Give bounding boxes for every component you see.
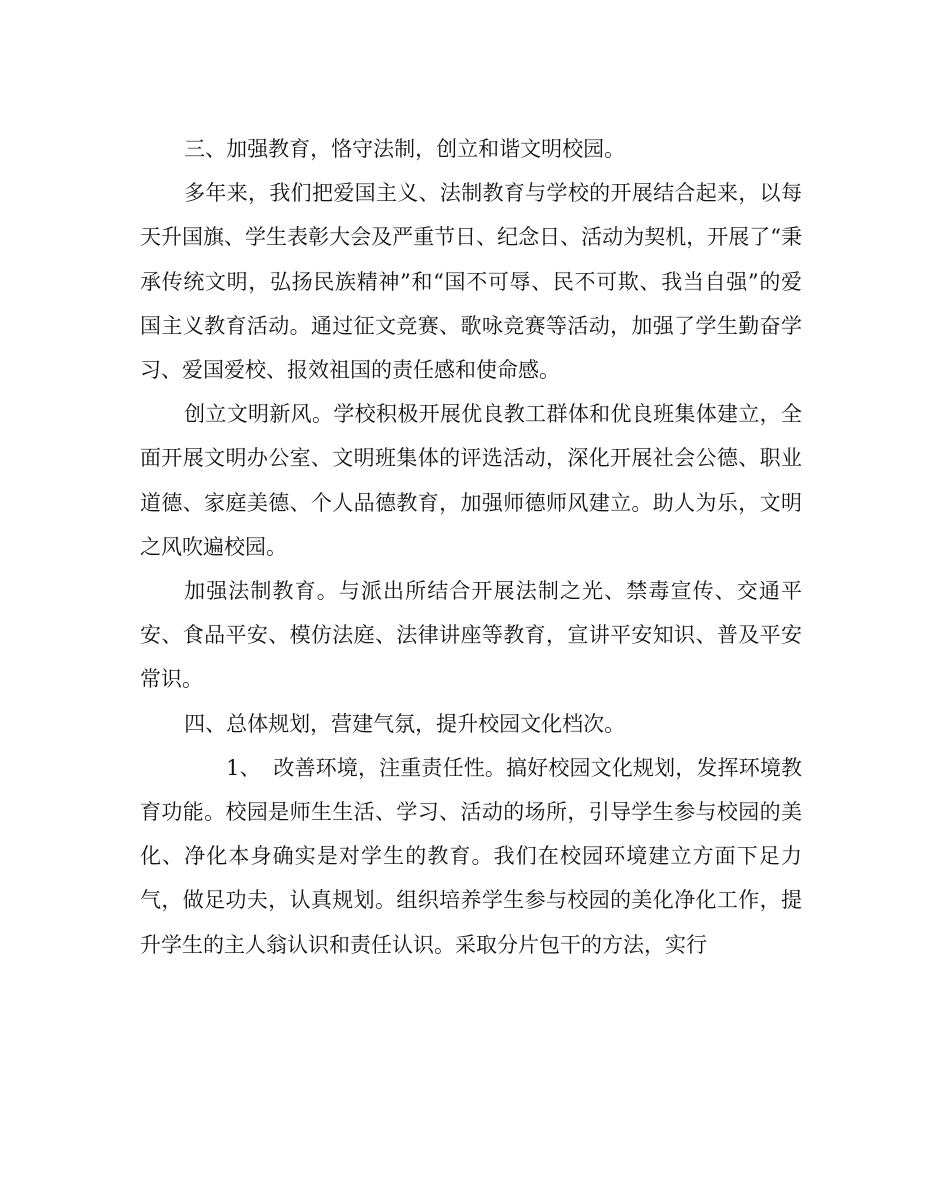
paragraph-patriotism-education: 多年来，我们把爱国主义、法制教育与学校的开展结合起来，以每天升国旗、学生表彰大会及严重节日、纪念日、活动为契机，开展了“秉承传统文明，弘扬民族精神”和“国不可辱、民不可欺、我当自强”的爱国主义教育活动。通过征文竞赛、歌咏竞赛等活动，加强了学生勤奋学习、爱国爱校、报效祖国的责任感和使命感。	[140, 181, 802, 383]
numbered-item-1	[140, 746, 802, 967]
document-body	[140, 127, 802, 967]
paragraph-legal-education: 加强法制教育。与派出所结合开展法制之光、禁毒宣传、交通平安、食品平安、模仿法庭、法律讲座等教育，宣讲平安知识、普及平安常识。	[140, 579, 802, 692]
section-heading-3: 三、加强教育，恪守法制，创立和谐文明校园。	[184, 137, 626, 161]
item-text: 改善环境，注重责任性。搞好校园文化规划，发挥环境教育功能。校园是师生生活、学习、活动的场所，引导学生参与校园的美化、净化本身确实是对学生的教育。我们在校园环境建立方面下足力气，做足功夫，认真规划。组织培养学生参与校园的美化净化工作，提升学生的主人翁认识和责任认识。采取分片包干的方法，实行	[140, 755, 802, 957]
item-number: 1、	[226, 755, 261, 780]
paragraph-civilization: 创立文明新风。学校积极开展优良教工群体和优良班集体建立，全面开展文明办公室、文明班集体的评选活动，深化开展社会公德、职业道德、家庭美德、个人品德教育，加强师德师风建立。助人为乐，文明之风吹遍校园。	[140, 402, 802, 559]
section-heading-4: 四、总体规划，营建气氛，提升校园文化档次。	[184, 711, 626, 736]
